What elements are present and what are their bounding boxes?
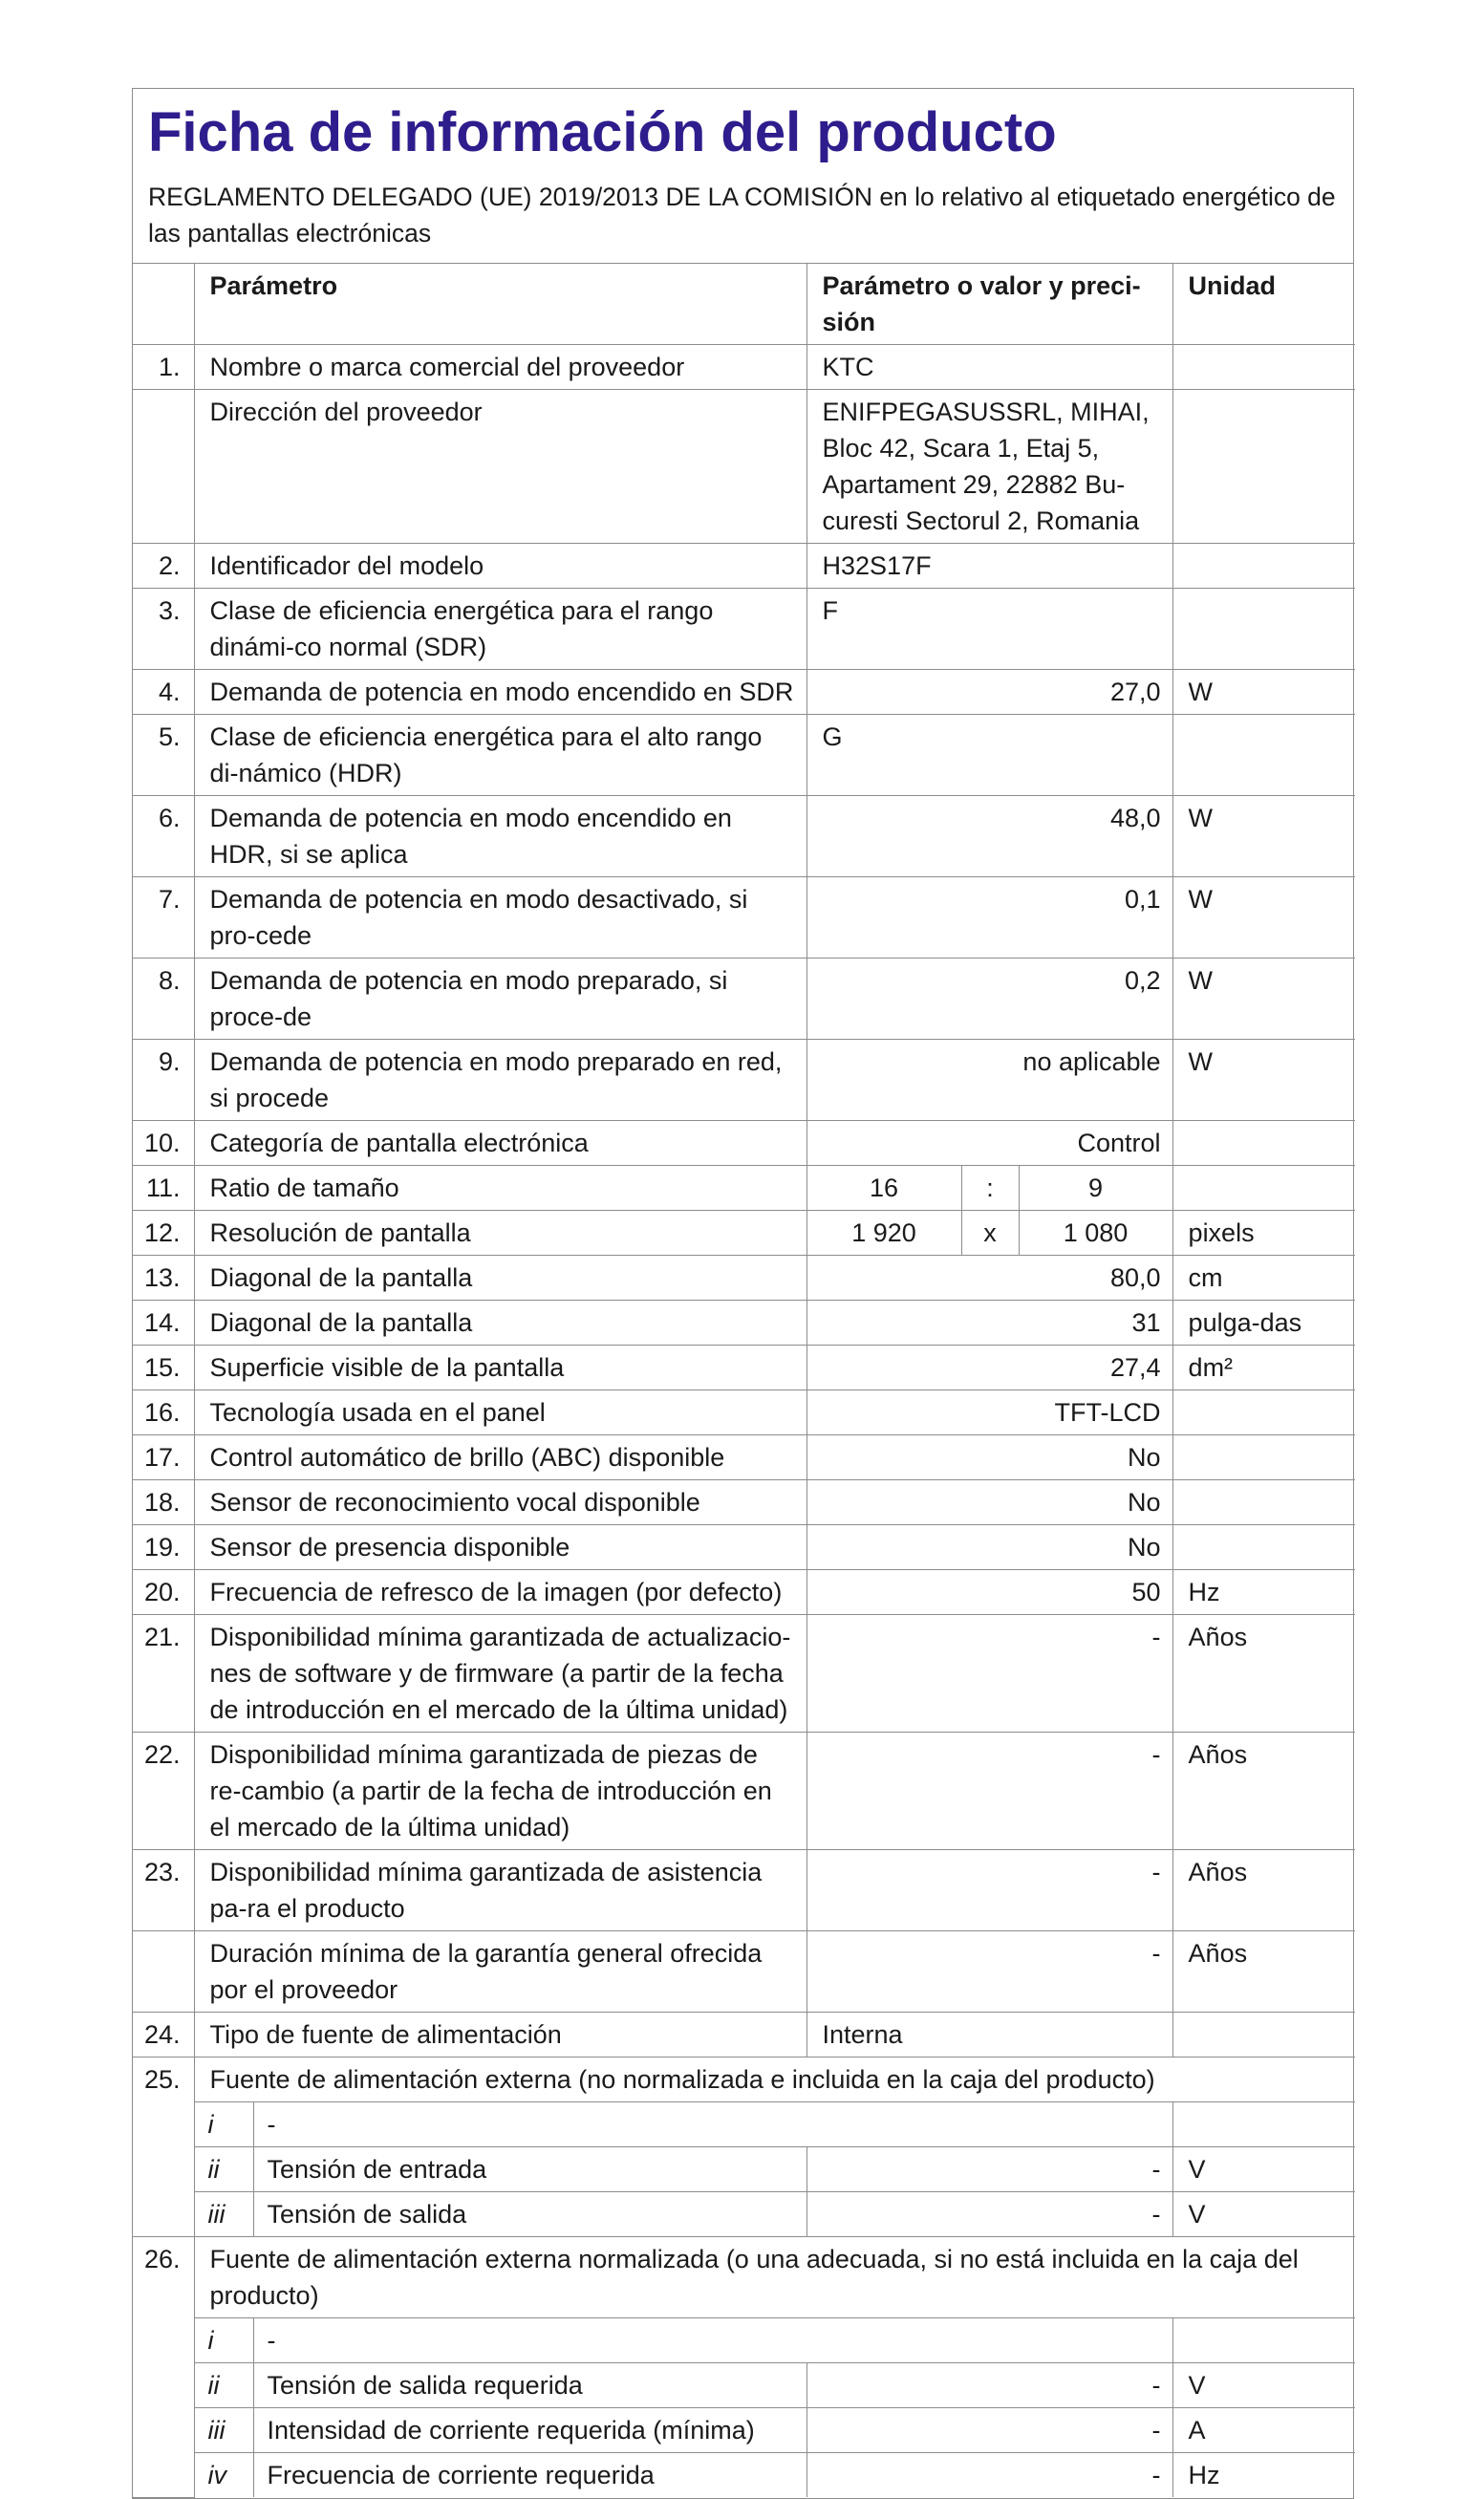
- row-value: 0,1: [807, 877, 1172, 959]
- row-value: -: [807, 1733, 1172, 1850]
- sub-item-row: [133, 2408, 1355, 2453]
- table-row: [133, 1733, 1355, 1850]
- table-row: [133, 1931, 1355, 2013]
- row-parameter: Disponibilidad mínima garantizada de actualizacio-nes de software y de firmware (a partir de la fecha de introducción en el mercado de la última unidad): [194, 1615, 807, 1733]
- table-row: [133, 715, 1355, 796]
- row-value-separator: :: [961, 1166, 1019, 1211]
- sub-item-label: Intensidad de corriente requerida (mínima): [253, 2408, 807, 2453]
- row-unit: Años: [1172, 1615, 1355, 1733]
- sub-item-roman: ii: [194, 2147, 253, 2192]
- table-row: [133, 544, 1355, 589]
- sub-item-unit: [1172, 2102, 1355, 2147]
- row-value: Interna: [807, 2013, 1172, 2057]
- row-number: 9.: [133, 1040, 194, 1121]
- row-parameter: Duración mínima de la garantía general ofrecida por el proveedor: [194, 1931, 807, 2013]
- row-number: 8.: [133, 959, 194, 1040]
- row-unit: Hz: [1172, 1570, 1355, 1615]
- section26-title-row: [133, 2237, 1355, 2318]
- sub-item-unit: V: [1172, 2147, 1355, 2192]
- row-parameter: Categoría de pantalla electrónica: [194, 1121, 807, 1166]
- table-row: [133, 1346, 1355, 1390]
- sub-item-roman: ii: [194, 2363, 253, 2408]
- regulation-subtitle: REGLAMENTO DELEGADO (UE) 2019/2013 DE LA COMISIÓN en lo relativo al etiquetado energético de las pantallas electrónicas: [148, 183, 1336, 248]
- section-number: 26.: [133, 2237, 194, 2498]
- table-body: [133, 264, 1355, 2497]
- row-number: 20.: [133, 1570, 194, 1615]
- row-number: 15.: [133, 1346, 194, 1390]
- row-value: H32S17F: [807, 544, 1172, 589]
- product-info-sheet: [132, 88, 1354, 2499]
- row-value: G: [807, 715, 1172, 796]
- row-unit: [1172, 345, 1355, 390]
- sub-item-row: [133, 2147, 1355, 2192]
- row-parameter: Resolución de pantalla: [194, 1211, 807, 1256]
- row-value: 50: [807, 1570, 1172, 1615]
- column-header-value: Parámetro o valor y preci-sión: [807, 264, 1172, 345]
- row-value-a: 16: [807, 1166, 961, 1211]
- row-number: 21.: [133, 1615, 194, 1733]
- table-row: [133, 2013, 1355, 2057]
- row-parameter: Demanda de potencia en modo preparado en red, si procede: [194, 1040, 807, 1121]
- row-number: 7.: [133, 877, 194, 959]
- row-number: [133, 390, 194, 544]
- sub-item-roman: iv: [194, 2453, 253, 2498]
- row-parameter: Sensor de reconocimiento vocal disponible: [194, 1480, 807, 1525]
- section25-title-row: [133, 2057, 1355, 2102]
- sub-item-row: [133, 2318, 1355, 2363]
- row-number: 12.: [133, 1211, 194, 1256]
- row-number: 22.: [133, 1733, 194, 1850]
- row-parameter: Nombre o marca comercial del proveedor: [194, 345, 807, 390]
- table-row: [133, 1570, 1355, 1615]
- row-value: F: [807, 589, 1172, 670]
- table-row: [133, 1121, 1355, 1166]
- sub-item-label: Tensión de salida: [253, 2192, 807, 2237]
- row-value: ENIFPEGASUSSRL, MIHAI, Bloc 42, Scara 1, Etaj 5, Apartament 29, 22882 Bu-curesti Sectorul 2, Romania: [807, 390, 1172, 544]
- row-unit: Años: [1172, 1733, 1355, 1850]
- sub-item-label: Tensión de entrada: [253, 2147, 807, 2192]
- row-parameter: Control automático de brillo (ABC) disponible: [194, 1435, 807, 1480]
- table-row: [133, 796, 1355, 877]
- row-unit: W: [1172, 1040, 1355, 1121]
- row-parameter: Disponibilidad mínima garantizada de asistencia pa-ra el producto: [194, 1850, 807, 1931]
- table-row: [133, 670, 1355, 715]
- row-number: 14.: [133, 1301, 194, 1346]
- table-row: [133, 345, 1355, 390]
- sub-item-value: -: [807, 2408, 1172, 2453]
- table-row: [133, 1040, 1355, 1121]
- table-row: [133, 589, 1355, 670]
- row-parameter: Demanda de potencia en modo encendido en SDR: [194, 670, 807, 715]
- sub-item-value: -: [807, 2192, 1172, 2237]
- row-unit: pulga-das: [1172, 1301, 1355, 1346]
- row-value: -: [807, 1850, 1172, 1931]
- row-number: 4.: [133, 670, 194, 715]
- section-number: 25.: [133, 2057, 194, 2237]
- row-value: -: [807, 1615, 1172, 1733]
- table-row: [133, 390, 1355, 544]
- sub-item-value: -: [807, 2147, 1172, 2192]
- row-parameter: Diagonal de la pantalla: [194, 1301, 807, 1346]
- table-row: [133, 1525, 1355, 1570]
- page-title: Ficha de información del producto: [148, 101, 1057, 163]
- row-unit: pixels: [1172, 1211, 1355, 1256]
- row-parameter: Demanda de potencia en modo desactivado, si pro-cede: [194, 877, 807, 959]
- row-number: 1.: [133, 345, 194, 390]
- sub-item-row: [133, 2363, 1355, 2408]
- row-number: 16.: [133, 1390, 194, 1435]
- row-number: 24.: [133, 2013, 194, 2057]
- table-row: [133, 1211, 1355, 1256]
- sub-item-value: -: [807, 2363, 1172, 2408]
- row-value: 48,0: [807, 796, 1172, 877]
- row-number: 13.: [133, 1256, 194, 1301]
- table-row: [133, 1390, 1355, 1435]
- table-row: [133, 1166, 1355, 1211]
- sub-item-unit: [1172, 2318, 1355, 2363]
- table-row: [133, 1301, 1355, 1346]
- row-parameter: Clase de eficiencia energética para el alto rango di-námico (HDR): [194, 715, 807, 796]
- sub-item-roman: i: [194, 2318, 253, 2363]
- row-parameter: Clase de eficiencia energética para el rango dinámi-co normal (SDR): [194, 589, 807, 670]
- row-value: No: [807, 1480, 1172, 1525]
- row-value: 80,0: [807, 1256, 1172, 1301]
- table-row: [133, 877, 1355, 959]
- sub-item-roman: i: [194, 2102, 253, 2147]
- row-unit: [1172, 1121, 1355, 1166]
- table-row: [133, 959, 1355, 1040]
- row-parameter: Superficie visible de la pantalla: [194, 1346, 807, 1390]
- row-parameter: Frecuencia de refresco de la imagen (por defecto): [194, 1570, 807, 1615]
- row-unit: [1172, 1435, 1355, 1480]
- row-value: No: [807, 1525, 1172, 1570]
- product-info-table: [133, 264, 1355, 2498]
- section-title: Fuente de alimentación externa normalizada (o una adecuada, si no está incluida en la caja del producto): [194, 2237, 1355, 2318]
- row-number: 10.: [133, 1121, 194, 1166]
- column-header-parameter: Parámetro: [194, 264, 807, 345]
- table-header-row: [133, 264, 1355, 345]
- row-unit: W: [1172, 796, 1355, 877]
- row-value: no aplicable: [807, 1040, 1172, 1121]
- row-value: No: [807, 1435, 1172, 1480]
- row-unit: [1172, 1390, 1355, 1435]
- row-number: 18.: [133, 1480, 194, 1525]
- row-value-b: 9: [1019, 1166, 1172, 1211]
- row-unit: [1172, 390, 1355, 544]
- row-number: [133, 1931, 194, 2013]
- row-unit: [1172, 1525, 1355, 1570]
- row-number: 19.: [133, 1525, 194, 1570]
- row-value: KTC: [807, 345, 1172, 390]
- sheet-header: [133, 89, 1353, 264]
- row-value-a: 1 920: [807, 1211, 961, 1256]
- row-value: 27,0: [807, 670, 1172, 715]
- row-number: 6.: [133, 796, 194, 877]
- row-unit: [1172, 589, 1355, 670]
- sub-item-label: -: [253, 2318, 1172, 2363]
- row-value: 27,4: [807, 1346, 1172, 1390]
- row-unit: dm²: [1172, 1346, 1355, 1390]
- row-parameter: Sensor de presencia disponible: [194, 1525, 807, 1570]
- row-parameter: Demanda de potencia en modo preparado, si proce-de: [194, 959, 807, 1040]
- row-parameter: Dirección del proveedor: [194, 390, 807, 544]
- row-number: 5.: [133, 715, 194, 796]
- row-value: TFT-LCD: [807, 1390, 1172, 1435]
- section-title: Fuente de alimentación externa (no normalizada e incluida en la caja del producto): [194, 2057, 1355, 2102]
- sub-item-unit: V: [1172, 2363, 1355, 2408]
- row-unit: [1172, 544, 1355, 589]
- table-row: [133, 1480, 1355, 1525]
- row-number: 11.: [133, 1166, 194, 1211]
- row-unit: [1172, 1166, 1355, 1211]
- row-parameter: Demanda de potencia en modo encendido en HDR, si se aplica: [194, 796, 807, 877]
- sub-item-label: -: [253, 2102, 1172, 2147]
- row-value: Control: [807, 1121, 1172, 1166]
- row-unit: [1172, 1480, 1355, 1525]
- table-row: [133, 1615, 1355, 1733]
- row-unit: cm: [1172, 1256, 1355, 1301]
- sub-item-label: Tensión de salida requerida: [253, 2363, 807, 2408]
- row-unit: W: [1172, 877, 1355, 959]
- row-parameter: Disponibilidad mínima garantizada de piezas de re-cambio (a partir de la fecha de introducción en el mercado de la última unidad): [194, 1733, 807, 1850]
- row-number: 17.: [133, 1435, 194, 1480]
- row-value: 0,2: [807, 959, 1172, 1040]
- table-row: [133, 1256, 1355, 1301]
- row-number: 2.: [133, 544, 194, 589]
- row-parameter: Tecnología usada en el panel: [194, 1390, 807, 1435]
- sub-item-row: [133, 2102, 1355, 2147]
- row-unit: W: [1172, 959, 1355, 1040]
- table-row: [133, 1435, 1355, 1480]
- sub-item-row: [133, 2453, 1355, 2498]
- row-value-separator: x: [961, 1211, 1019, 1256]
- row-value: 31: [807, 1301, 1172, 1346]
- sub-item-unit: V: [1172, 2192, 1355, 2237]
- row-unit: [1172, 2013, 1355, 2057]
- row-parameter: Identificador del modelo: [194, 544, 807, 589]
- header-number-cell: [133, 264, 194, 345]
- row-unit: W: [1172, 670, 1355, 715]
- sub-item-unit: Hz: [1172, 2453, 1355, 2498]
- row-unit: Años: [1172, 1850, 1355, 1931]
- row-unit: Años: [1172, 1931, 1355, 2013]
- sub-item-label: Frecuencia de corriente requerida: [253, 2453, 807, 2498]
- row-parameter: Diagonal de la pantalla: [194, 1256, 807, 1301]
- row-value-b: 1 080: [1019, 1211, 1172, 1256]
- row-number: 23.: [133, 1850, 194, 1931]
- table-row: [133, 1850, 1355, 1931]
- sub-item-roman: iii: [194, 2192, 253, 2237]
- row-parameter: Ratio de tamaño: [194, 1166, 807, 1211]
- sub-item-value: -: [807, 2453, 1172, 2498]
- row-number: 3.: [133, 589, 194, 670]
- sub-item-row: [133, 2192, 1355, 2237]
- row-unit: [1172, 715, 1355, 796]
- sub-item-roman: iii: [194, 2408, 253, 2453]
- row-parameter: Tipo de fuente de alimentación: [194, 2013, 807, 2057]
- column-header-unit: Unidad: [1172, 264, 1355, 345]
- sub-item-unit: A: [1172, 2408, 1355, 2453]
- row-value: -: [807, 1931, 1172, 2013]
